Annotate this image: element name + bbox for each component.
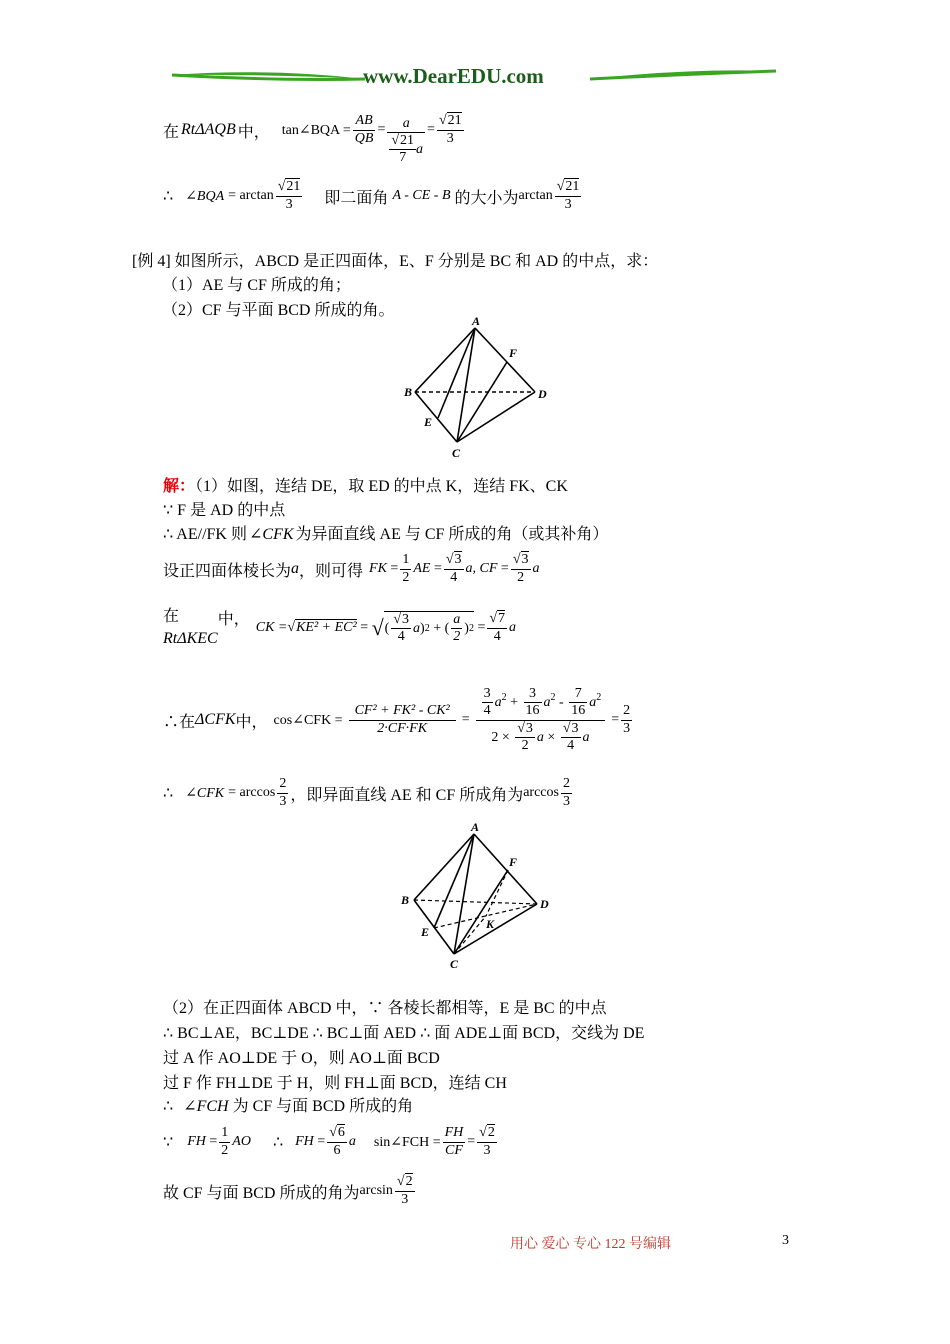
header-site: www.DearEDU.com (363, 64, 544, 88)
part2-conclusion: 故 CF 与面 BCD 所成的角为 arcsin $\frac{√2}{3}$ (163, 1174, 413, 1207)
frac-a-over: a $\frac{√21}{7}$ a (387, 116, 425, 166)
header-banner (170, 64, 780, 92)
example-q1: （1）AE 与 CF 所成的角； (162, 277, 351, 294)
part2-line-5: ∴ ∠FCH 为 CF 与面 BCD 所成的角 (163, 1098, 414, 1115)
top-line-2: ∴ ∠BQA = arctan $\frac{√21}{3}$ 即二面角 A - CE - B 的大小为 arctan $\frac{√21}{3}$ (163, 179, 580, 212)
frac-ab-qb: $\frac{AB}{QB}$ (354, 113, 374, 146)
fig2-label-e: E (421, 925, 430, 939)
part2-line-3: 过 A 作 AO⊥DE 于 O，则 AO⊥面 BCD (163, 1050, 440, 1067)
fig1-label-d: D (538, 387, 547, 401)
fig2-label-d: D (540, 897, 549, 911)
footer-note: 用心 爱心 专心 122 号编辑 (510, 1237, 671, 1252)
fig1-label-b: B (404, 385, 413, 399)
top-line-1: 在 RtΔAQB 中， tan∠BQA = $\frac{AB}{QB}$ = a $\frac{√21}{7}$ a = $\frac{√21}{3}$ (163, 113, 462, 166)
tetrahedron-figure-2 (392, 818, 557, 973)
fig1-label-e: E (424, 415, 433, 429)
solution-line-2: ∵ F 是 AD 的中点 (163, 502, 286, 519)
part2-line-6: ∵ FH = $\frac{1}{2}$ AO ∴ FH = $\frac{√6}{6}$ a sin∠FCH = $\frac{FH}{CF}$ = $\frac{√2}{3}$ (163, 1125, 495, 1158)
fig1-label-c: C (452, 446, 461, 460)
frac-sqrt21-3: $\frac{√21}{3}$ (438, 113, 462, 146)
part2-line-4: 过 F 作 FH⊥DE 于 H，则 FH⊥面 BCD，连结 CH (163, 1075, 507, 1092)
fig2-label-a: A (471, 820, 480, 834)
fig2-label-k: K (486, 917, 495, 931)
jie-label: 解： (163, 478, 196, 495)
solution-line-7: ∴ ∠CFK = arccos $\frac{2}{3}$ ，即异面直线 AE 和 CF 所成角为 arccos $\frac{2}{3}$ (163, 776, 570, 809)
solution-line-5: 在 RtΔKEC 中， CK = √KE² + EC² = √ ( $\frac{√3}{4}$ a ) 2 + ( $\frac{a}{2}$ ) 2 = $\frac{√7}{4}$ a (163, 608, 517, 647)
fig1-label-f: F (509, 346, 518, 360)
part2-line-1: （2）在正四面体 ABCD 中，∵ 各棱长都相等，E 是 BC 的中点 (163, 1000, 607, 1017)
part2-line-2: ∴ BC⊥AE，BC⊥DE ∴ BC⊥面 AED ∴ 面 ADE⊥面 BCD，交线为 DE (163, 1025, 645, 1042)
tetrahedron-figure-1 (395, 312, 555, 462)
example-q2: （2）CF 与平面 BCD 所成的角。 (162, 302, 395, 319)
fig2-label-b: B (401, 893, 410, 907)
solution-line-1: 解：（1）如图，连结 DE，取 ED 的中点 K，连结 FK、CK (163, 478, 568, 495)
solution-line-4: 设正四面体棱长为 a ，则可得 FK = $\frac{1}{2}$ AE = $\frac{√3}{4}$ a, CF = $\frac{√3}{2}$ a (163, 552, 540, 585)
tri-aqb: RtΔAQB (181, 121, 236, 138)
example-title: [例 4] 如图所示，ABCD 是正四面体，E、F 分别是 BC 和 AD 的中点，求： (132, 253, 659, 270)
page-number: 3 (782, 1233, 789, 1248)
fig2-label-c: C (450, 957, 459, 971)
fig2-label-f: F (509, 855, 518, 869)
solution-line-3: ∴ AE//FK 则 ∠CFK 为异面直线 AE 与 CF 所成的角（或其补角） (163, 526, 609, 543)
fig1-label-a: A (472, 314, 481, 328)
solution-line-6: ∴在 ΔCFK 中， cos∠CFK = $\frac{\text{CF² + FK² - CK²}}{2\cdot CF\cdot FK}$ = $\frac{3}{4}$ $a^2$ + $\frac{3}{16}$ $a^2$ - $\frac{7}{16}$ $a^2$ 2 × $\frac{√3}{2}$ a × $\frac{√3}{4}$ a = $\frac{2}{3}$ (163, 686, 631, 753)
